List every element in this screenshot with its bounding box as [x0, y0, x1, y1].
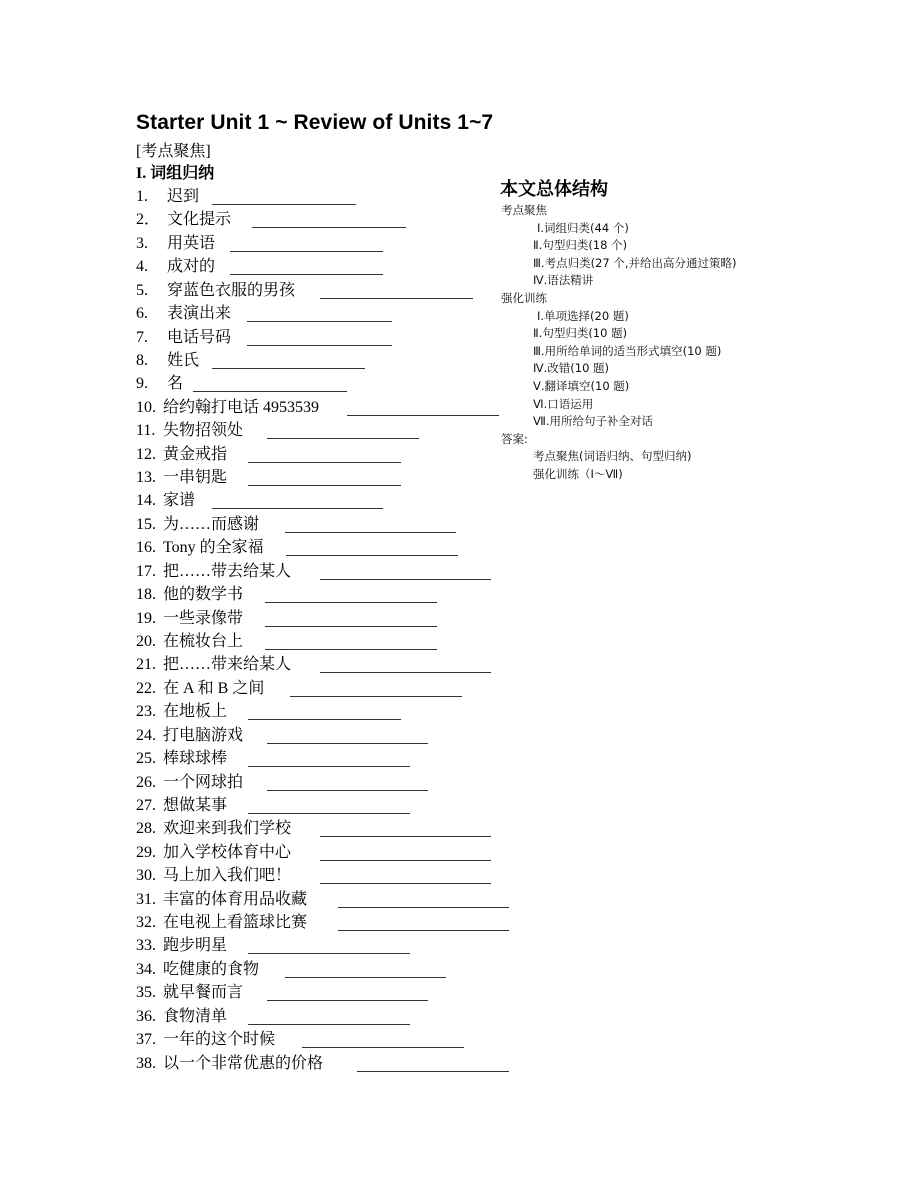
- answer-blank[interactable]: [320, 579, 491, 580]
- answer-blank[interactable]: [252, 227, 406, 228]
- phrase-number: 31.: [136, 890, 156, 908]
- phrase-number: 18.: [136, 586, 156, 604]
- phrase-number: 35.: [136, 984, 156, 1002]
- phrase-text: 就早餐而言: [163, 984, 244, 1002]
- phrase-text: 吃健康的食物: [163, 960, 260, 978]
- phrase-text: 一些录像带: [163, 609, 244, 627]
- outline-item: Ⅱ.句型归类(18 个): [533, 238, 628, 253]
- outline-item: Ⅴ.翻译填空(10 题): [533, 379, 630, 393]
- phrase-text: 一串钥匙: [163, 469, 228, 487]
- answer-blank[interactable]: [320, 298, 473, 299]
- phrase-text: 他的数学书: [163, 586, 244, 604]
- answer-blank[interactable]: [286, 555, 458, 556]
- phrase-number: 32.: [136, 914, 156, 932]
- phrase-number: 8.: [136, 351, 148, 369]
- phrase-number: 2．: [136, 211, 161, 229]
- phrase-text: 迟到: [167, 188, 200, 205]
- phrase-number: 20.: [136, 632, 156, 650]
- section-tag: [考点聚焦]: [136, 143, 211, 160]
- section-heading: I. 词组归纳: [136, 165, 215, 182]
- phrase-text: Tony 的全家福: [163, 539, 264, 557]
- phrase-text: 名: [167, 375, 184, 393]
- outline-item: Ⅶ.用所给句子补全对话: [533, 414, 654, 429]
- outline-item: Ⅰ.单项选择(20 题): [537, 308, 629, 323]
- phrase-text: 表演出来: [167, 305, 232, 323]
- phrase-text: 在电视上看篮球比赛: [163, 914, 308, 932]
- phrase-number: 11.: [136, 422, 156, 440]
- phrase-text: 文化提示: [167, 211, 232, 229]
- phrase-text: 打电脑游戏: [163, 726, 244, 744]
- answer-blank[interactable]: [248, 719, 401, 720]
- phrase-text: 一年的这个时候: [163, 1031, 276, 1049]
- answer-blank[interactable]: [248, 813, 410, 814]
- phrase-number: 6.: [136, 305, 148, 323]
- phrase-number: 19.: [136, 609, 156, 627]
- phrase-text: 家谱: [163, 492, 196, 510]
- answer-blank[interactable]: [347, 415, 499, 416]
- answer-blank[interactable]: [230, 274, 383, 275]
- answer-blank[interactable]: [320, 672, 491, 673]
- phrase-number: 17.: [136, 562, 156, 580]
- outline-item: Ⅵ.口语运用: [533, 396, 594, 411]
- phrase-text: 棒球球棒: [163, 750, 228, 768]
- phrase-number: 21.: [136, 656, 156, 674]
- outline-group-label: 强化训练: [501, 291, 547, 305]
- outline-item: Ⅳ.语法精讲: [533, 273, 594, 288]
- phrase-text: 姓氏: [167, 351, 200, 369]
- phrase-text: 加入学校体育中心: [163, 843, 292, 861]
- phrase-number: 14.: [136, 492, 156, 510]
- phrase-number: 33.: [136, 937, 156, 955]
- phrase-number: 27.: [136, 796, 156, 814]
- answer-blank[interactable]: [212, 204, 356, 205]
- outline-item: Ⅰ.词组归类(44 个): [537, 220, 629, 235]
- phrase-text: 成对的: [167, 258, 216, 276]
- phrase-text: 马上加入我们吧！: [163, 867, 292, 885]
- outline-item: 强化训练（Ⅰ～Ⅶ): [533, 467, 623, 481]
- phrase-text: 把……带来给某人: [163, 656, 292, 674]
- answer-blank[interactable]: [320, 836, 491, 837]
- answer-blank[interactable]: [285, 977, 446, 978]
- outline-item: Ⅲ.用所给单词的适当形式填空(10 题): [533, 343, 722, 358]
- answer-blank[interactable]: [248, 462, 401, 463]
- answer-blank[interactable]: [338, 907, 509, 908]
- phrase-number: 37.: [136, 1031, 156, 1049]
- phrase-text: 为……而感谢: [163, 515, 260, 533]
- page-title: Starter Unit 1 ~ Review of Units 1~7: [136, 111, 494, 134]
- answer-blank[interactable]: [212, 368, 365, 369]
- answer-blank[interactable]: [265, 649, 437, 650]
- answer-blank[interactable]: [302, 1047, 464, 1048]
- phrase-number: 28.: [136, 820, 156, 838]
- phrase-text: 电话号码: [167, 328, 232, 346]
- answer-blank[interactable]: [212, 508, 383, 509]
- phrase-number: 25.: [136, 750, 156, 768]
- outline-item: 考点聚焦(词语归纳、句型归纳): [533, 449, 692, 464]
- answer-blank[interactable]: [267, 1000, 428, 1001]
- phrase-number: 30.: [136, 867, 156, 885]
- phrase-number: 4.: [136, 258, 148, 276]
- outline-group-label: 考点聚焦: [501, 203, 547, 217]
- phrase-number: 15.: [136, 515, 156, 533]
- phrase-text: 食物清单: [163, 1007, 228, 1025]
- phrase-number: 23.: [136, 703, 156, 721]
- phrase-text: 失物招领处: [163, 422, 244, 440]
- phrase-number: 10.: [136, 398, 156, 416]
- outline-group-label: 答案:: [501, 431, 528, 446]
- phrase-number: 3.: [136, 234, 148, 252]
- answer-blank[interactable]: [320, 883, 491, 884]
- phrase-number: 7.: [136, 328, 148, 346]
- answer-blank[interactable]: [247, 345, 392, 346]
- answer-blank[interactable]: [247, 321, 392, 322]
- phrase-text: 给约翰打电话 4953539: [163, 398, 320, 416]
- phrase-text: 在地板上: [163, 703, 228, 721]
- answer-blank[interactable]: [265, 626, 437, 627]
- phrase-text: 穿蓝色衣服的男孩: [167, 281, 296, 299]
- phrase-text: 用英语: [167, 234, 216, 252]
- phrase-text: 以一个非常优惠的价格: [163, 1054, 324, 1072]
- phrase-number: 12.: [136, 445, 156, 463]
- phrase-number: 38.: [136, 1054, 156, 1072]
- phrase-number: 24.: [136, 726, 156, 744]
- phrase-text: 一个网球拍: [163, 773, 244, 791]
- outline-item: Ⅱ.句型归类(10 题): [533, 326, 628, 341]
- answer-blank[interactable]: [265, 602, 437, 603]
- phrase-number: 9.: [136, 375, 148, 393]
- phrase-text: 在 A 和 B 之间: [163, 679, 265, 697]
- phrase-number: 22.: [136, 679, 156, 697]
- phrase-text: 在梳妆台上: [163, 632, 244, 650]
- phrase-number: 36.: [136, 1007, 156, 1025]
- phrase-text: 把……带去给某人: [163, 562, 292, 580]
- outline-item: Ⅲ.考点归类(27 个,并给出高分通过策略): [533, 255, 737, 270]
- outline-title: 本文总体结构: [500, 179, 608, 200]
- answer-blank[interactable]: [193, 391, 347, 392]
- answer-blank[interactable]: [248, 766, 410, 767]
- answer-blank[interactable]: [338, 930, 509, 931]
- phrase-number: 13.: [136, 469, 156, 487]
- answer-blank[interactable]: [230, 251, 383, 252]
- phrase-number: 26.: [136, 773, 156, 791]
- phrase-number: 5.: [136, 281, 148, 299]
- answer-blank[interactable]: [320, 860, 491, 861]
- answer-blank[interactable]: [248, 485, 401, 486]
- answer-blank[interactable]: [248, 1024, 410, 1025]
- phrase-text: 黄金戒指: [163, 445, 228, 463]
- phrase-text: 跑步明星: [163, 937, 228, 955]
- phrase-number: 16.: [136, 539, 156, 557]
- answer-blank[interactable]: [267, 790, 428, 791]
- phrase-text: 丰富的体育用品收藏: [163, 890, 308, 908]
- answer-blank[interactable]: [267, 743, 428, 744]
- answer-blank[interactable]: [290, 696, 462, 697]
- answer-blank[interactable]: [267, 438, 419, 439]
- answer-blank[interactable]: [357, 1071, 509, 1072]
- phrase-number: 1.: [136, 188, 148, 205]
- phrase-number: 34.: [136, 960, 156, 978]
- phrase-number: 29.: [136, 843, 156, 861]
- phrase-text: 想做某事: [163, 796, 228, 814]
- phrase-text: 欢迎来到我们学校: [163, 820, 292, 838]
- answer-blank[interactable]: [285, 532, 456, 533]
- answer-blank[interactable]: [248, 953, 410, 954]
- outline-item: Ⅳ.改错(10 题): [533, 361, 610, 376]
